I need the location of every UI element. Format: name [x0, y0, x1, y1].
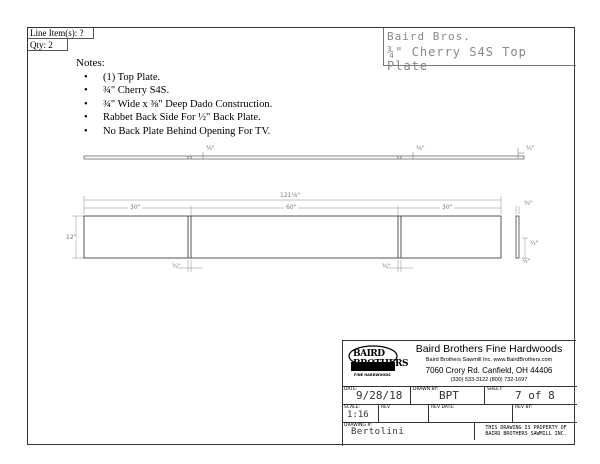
drawn-by-cell: DRAWN BY: BPT [411, 386, 485, 404]
company-name: Baird Brothers Fine Hardwoods [415, 343, 563, 355]
side-view [516, 206, 528, 258]
front-view [84, 216, 501, 258]
line-items-box: Line Item(s): ? [28, 28, 94, 39]
rev-date-cell: REV DATE: [429, 404, 513, 422]
drawing-sheet [27, 27, 575, 445]
technical-drawing [28, 28, 576, 338]
drawn-by-value: BPT [439, 389, 459, 402]
note-item: • (1) Top Plate. [84, 71, 272, 84]
top-dim-left: ⅜" [206, 145, 215, 152]
drawing-number-cell: DRAWING #: Bertolini [343, 422, 475, 440]
date-cell: DATE: 9/28/18 [343, 386, 411, 404]
company-address: 7060 Crory Rd. Canfield, OH 44406 [425, 366, 553, 375]
side-view-profile [516, 216, 519, 258]
title-part: ¾" Cherry S4S Top Plate [387, 45, 527, 73]
property-notice: THIS DRAWING IS PROPERTY OF BAIRD BROTHERS SAWMILL INC. [485, 425, 567, 437]
company-logo [345, 345, 408, 381]
segment-left-label: 30" [130, 204, 141, 211]
dado-left-label: ¾" [172, 263, 181, 270]
sawmill-line: Baird Brothers Sawmill Inc. www.BairdBrothers.com [425, 357, 553, 363]
rev-by-cell: REV BY: [515, 405, 532, 410]
top-dim-right: ⅜" [416, 145, 425, 152]
logo-subtext: FINE HARDWOODS [354, 373, 391, 377]
top-view-plank [84, 156, 524, 159]
company-phone: (330) 533-3122 (800) 732-1697 [450, 377, 528, 383]
logo-text: BAIRD BROTHERS [353, 349, 408, 369]
scale-value: 1:16 [347, 410, 369, 420]
note-item: • No Back Plate Behind Opening For TV. [84, 125, 272, 138]
side-small-label: ½" [522, 258, 531, 265]
note-item: • Rabbet Back Side For ½" Back Plate. [84, 111, 272, 124]
height-label: 12" [66, 234, 77, 241]
overall-width-label: 121⅛" [280, 192, 301, 199]
title-company: Baird Bros. [387, 30, 471, 43]
rabbet-label: ½" [530, 240, 539, 247]
drawing-number-value: Bertolini [351, 427, 405, 437]
top-dim-side: ¾" [526, 145, 535, 152]
sheet-value: 7 of 8 [515, 389, 555, 402]
notes-heading: Notes: [76, 57, 105, 69]
sheet-cell: SHEET: 7 of 8 [487, 387, 555, 402]
dado-right-label: ¾" [382, 263, 391, 270]
top-view [84, 148, 524, 159]
note-item: • ¾" Wide x ⅜" Deep Dado Construction. [84, 98, 272, 111]
scale-cell: SCALE: 1:16 [343, 404, 379, 422]
front-view-plank [84, 216, 501, 258]
title-block [342, 340, 576, 446]
side-thickness-label: ¾" [524, 200, 533, 207]
date-value: 9/28/18 [356, 389, 403, 402]
qty-box: Qty: 2 [28, 39, 68, 51]
segment-right-label: 30" [442, 204, 453, 211]
segment-mid-label: 60" [286, 204, 297, 211]
note-item: • ¾" Cherry S4S. [84, 84, 272, 97]
rev-cell: REV [379, 404, 429, 422]
